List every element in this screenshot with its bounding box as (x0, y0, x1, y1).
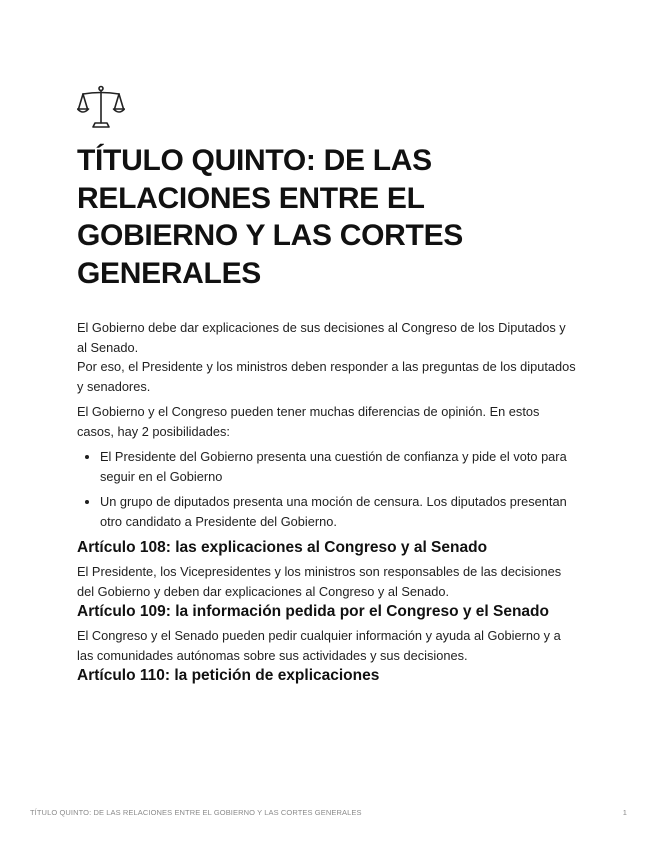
page-number: 1 (622, 808, 627, 817)
intro-section (77, 318, 577, 531)
scales-of-justice-icon (77, 84, 125, 130)
list-item: • Un grupo de diputados presenta una moción de censura. Los diputados presentan otro candidato a Presidente del Gobierno. (100, 492, 577, 531)
footer-title: TÍTULO QUINTO: DE LAS RELACIONES ENTRE EL GOBIERNO Y LAS CORTES GENERALES (30, 808, 362, 817)
article-108-text: El Presidente, los Vicepresidentes y los ministros son responsables de las decisiones del Gobierno y deben dar explicaciones al Congreso y al Senado. (77, 564, 562, 599)
possibilities-paragraph: El Gobierno y el Congreso pueden tener muchas diferencias de opinión. En estos casos, hay 2 posibilidades: (77, 404, 540, 439)
intro-paragraph (77, 318, 577, 396)
list-item: • El Presidente del Gobierno presenta una cuestión de confianza y pide el voto para seguir en el Gobierno (100, 447, 577, 486)
possibilities-list (77, 447, 577, 531)
article-109-heading: Artículo 109: la información pedida por el Congreso y el Senado (77, 603, 549, 620)
article-108-heading: Artículo 108: las explicaciones al Congreso y al Senado (77, 539, 488, 556)
page-title: TÍTULO QUINTO: DE LAS RELACIONES ENTRE EL GOBIERNO Y LAS CORTES GENERALES (77, 144, 463, 290)
intro-line-1: El Gobierno debe dar explicaciones de sus decisiones al Congreso de los Diputados y al Senado. (77, 320, 566, 355)
intro-line-2: Por eso, el Presidente y los ministros deben responder a las preguntas de los diputados y senadores. (77, 359, 576, 394)
article-109-text: El Congreso y el Senado pueden pedir cualquier información y ayuda al Gobierno y a las comunidades autónomas sobre sus actividades y sus decisiones. (77, 628, 561, 663)
article-110-heading: Artículo 110: la petición de explicaciones (77, 667, 380, 684)
page-content (77, 84, 577, 687)
